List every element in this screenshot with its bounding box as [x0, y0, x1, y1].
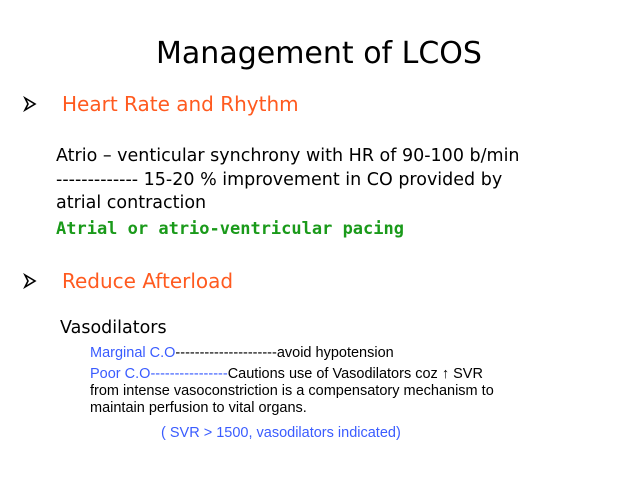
text-line: ------------- 15-20 % improvement in CO provided by [56, 170, 503, 190]
text-line: maintain perfusion to vital organs. [90, 400, 307, 416]
marginal-co-label: Marginal C.O [90, 345, 176, 361]
arrow-bullet-icon [22, 96, 38, 116]
marginal-co-text: ---------------------avoid hypotension [175, 345, 394, 361]
text-line: from intense vasoconstriction is a compensatory mechanism to [90, 383, 494, 399]
slide-title: Management of LCOS [156, 36, 482, 71]
marginal-co-line [90, 345, 394, 361]
text-line: Atrio – venticular synchrony with HR of 90-100 b/min [56, 146, 520, 166]
poor-co-dashes: ---------------- [150, 366, 228, 382]
vasodilators-label: Vasodilators [60, 318, 167, 338]
section-heading-afterload: Reduce Afterload [62, 269, 234, 293]
text-line: atrial contraction [56, 193, 207, 213]
poor-co-text: Cautions use of Vasodilators coz ↑ SVR [227, 366, 483, 382]
arrow-bullet-icon [22, 273, 38, 293]
pacing-line: Atrial or atrio-ventricular pacing [56, 219, 404, 239]
section-heading-heart-rate: Heart Rate and Rhythm [62, 92, 299, 116]
svr-note: ( SVR > 1500, vasodilators indicated) [161, 425, 401, 441]
poor-co-line [90, 366, 483, 382]
poor-co-label: Poor C.O [90, 366, 151, 382]
